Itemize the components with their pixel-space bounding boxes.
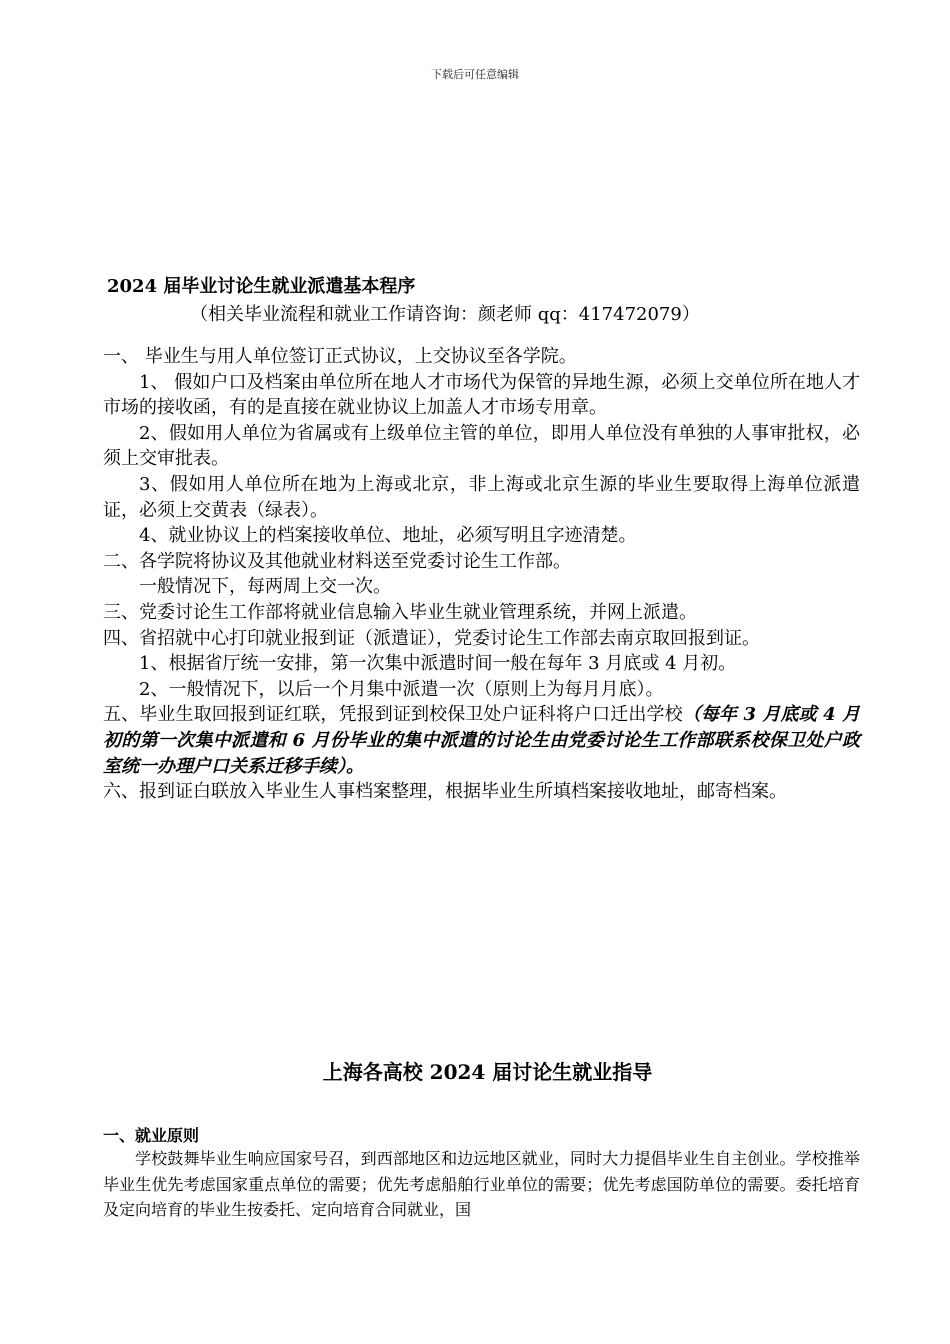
- step-5-emphasis: （每年 3 月底或 4 月初的第一次集中派遣和 6 月份毕业的集中派遣的讨论生由党委讨论生工作部联系校保卫处户政室统一办理户口关系迁移手续）。: [103, 704, 860, 777]
- step-1-item-1: 1、 假如户口及档案由单位所在地人才市场代为保管的异地生源，必须上交单位所在地人才市场的接收函，有的是直接在就业协议上加盖人才市场专用章。: [103, 371, 860, 419]
- contact-subtitle: （相关毕业流程和就业工作请咨询：颜老师 qq：417472079）: [190, 304, 700, 325]
- step-1-item-4: 4、就业协议上的档案接收单位、地址，必须写明且字迹清楚。: [139, 525, 637, 547]
- procedure-body: [103, 344, 860, 805]
- section-title: 上海各高校 2024 届讨论生就业指导: [322, 1060, 653, 1084]
- step-1: 一、 毕业生与用人单位签订正式协议，上交协议至各学院。: [103, 346, 577, 367]
- step-1-item-3: 3、假如用人单位所在地为上海或北京，非上海或北京生源的毕业生要取得上海单位派遣证，必须上交黄表（绿表）。: [103, 473, 860, 521]
- step-5: [103, 702, 860, 779]
- step-4-item-2: 2、一般情况下，以后一个月集中派遣一次（原则上为每月月底）。: [139, 678, 664, 700]
- section-body: [103, 1146, 860, 1223]
- document-title: 2024 届毕业讨论生就业派遣基本程序: [107, 276, 416, 297]
- section-paragraph: 学校鼓舞毕业生响应国家号召，到西部地区和边远地区就业，同时大力提倡毕业生自主创业。学校推举毕业生优先考虑国家重点单位的需要；优先考虑船舶行业单位的需要；优先考虑国防单位的需要。委托培育及定向培育的毕业生按委托、定向培育合同就业，国: [103, 1149, 860, 1220]
- step-4-item-1: 1、根据省厅统一安排，第一次集中派遣时间一般在每年 3 月底或 4 月初。: [139, 653, 737, 675]
- step-1-item-2: 2、假如用人单位为省属或有上级单位主管的单位，即用人单位没有单独的人事审批权，必须上交审批表。: [103, 422, 860, 470]
- section-heading: 一、就业原则: [103, 1126, 200, 1145]
- step-2-item-1: 一般情况下，每两周上交一次。: [139, 576, 391, 598]
- page-header-note: 下载后可任意编辑: [431, 68, 519, 81]
- step-6: 六、报到证白联放入毕业生人事档案整理，根据毕业生所填档案接收地址，邮寄档案。: [103, 781, 787, 803]
- step-2: 二、各学院将协议及其他就业材料送至党委讨论生工作部。: [103, 550, 571, 572]
- step-3: 三、党委讨论生工作部将就业信息输入毕业生就业管理系统，并网上派遣。: [103, 601, 697, 623]
- step-5-text: 五、毕业生取回报到证红联，凭报到证到校保卫处户证科将户口迁出学校: [103, 704, 683, 726]
- step-4: 四、省招就中心打印就业报到证（派遣证），党委讨论生工作部去南京取回报到证。: [103, 627, 760, 649]
